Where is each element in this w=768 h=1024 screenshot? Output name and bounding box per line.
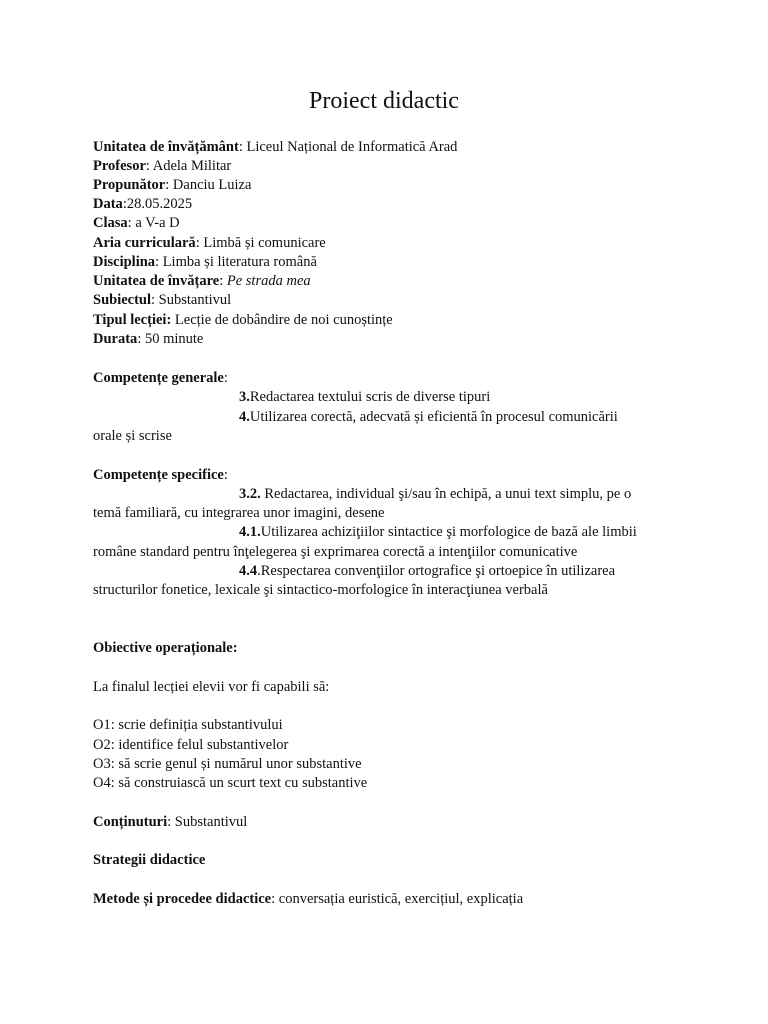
objective-item: O1: scrie definiția substantivului — [93, 717, 283, 733]
specific-competence-item: 3.2. Redactarea, individual şi/sau în echipă, a unui text simplu, pe o — [239, 486, 632, 502]
info-line-date: Data:28.05.2025 — [93, 196, 193, 212]
methods-line: Metode și procedee didactice: conversația euristică, exercițiul, explicația — [93, 891, 524, 907]
specific-competence-item: 4.4.Respectarea convenţiilor ortografice şi ortoepice în utilizarea — [239, 563, 616, 579]
general-competences-heading: Competențe generale: — [93, 370, 228, 386]
info-line-learning-unit: Unitatea de învățare: Pe strada mea — [93, 273, 311, 289]
objective-item: O4: să construiască un scurt text cu substantive — [93, 775, 368, 791]
specific-competence-item: 4.1.Utilizarea achiziţiilor sintactice şi morfologice de bază ale limbii — [239, 524, 637, 540]
info-label: Profesor — [93, 158, 146, 174]
info-value: 28.05.2025 — [126, 196, 193, 212]
info-label: Durata — [93, 331, 138, 347]
general-competence-item: 3.Redactarea textului scris de diverse tipuri — [239, 389, 491, 405]
info-label: Propunător — [93, 177, 166, 193]
info-value: Danciu Luiza — [172, 177, 252, 193]
info-line-discipline: Disciplina: Limba și literatura română — [93, 254, 317, 270]
info-label: Tipul lecției: — [93, 312, 172, 328]
info-line-curricular-area: Aria curriculară: Limbă și comunicare — [93, 235, 326, 251]
info-value: Lecție de dobândire de noi cunoștințe — [174, 312, 393, 328]
objective-item: O2: identifice felul substantivelor — [93, 737, 289, 753]
info-value: Pe strada mea — [226, 273, 311, 289]
info-value: Adela Militar — [152, 158, 232, 174]
info-label: Subiectul — [93, 292, 152, 308]
info-label: Aria curriculară — [93, 235, 196, 251]
specific-competences-heading: Competențe specifice: — [93, 467, 228, 483]
info-line-teacher: Profesor: Adela Militar — [93, 158, 232, 174]
info-value: Substantivul — [158, 292, 232, 308]
general-competence-continuation: orale și scrise — [93, 428, 172, 444]
general-competence-item: 4.Utilizarea corectă, adecvată și eficientă în procesul comunicării — [239, 409, 618, 425]
info-label: Clasa — [93, 215, 128, 231]
info-line-subject: Subiectul: Substantivul — [93, 292, 232, 308]
objectives-heading: Obiective operaționale: — [93, 640, 238, 656]
info-label: Unitatea de învățământ — [93, 139, 239, 155]
specific-competence-continuation: structurilor fonetice, lexicale şi sintactico-morfologice în interacţiunea verbală — [93, 582, 548, 598]
objective-item: O3: să scrie genul și numărul unor substantive — [93, 756, 362, 772]
page-title: Proiect didactic — [309, 88, 459, 114]
specific-competence-continuation: române standard pentru înţelegerea şi exprimarea corectă a intenţiilor comunicative — [93, 544, 578, 560]
info-value: Liceul Național de Informatică Arad — [246, 139, 458, 155]
info-label: Data — [93, 196, 123, 212]
info-value: Limbă și comunicare — [203, 235, 326, 251]
info-label: Unitatea de învățare — [93, 273, 220, 289]
info-line-duration: Durata: 50 minute — [93, 331, 204, 347]
strategies-heading: Strategii didactice — [93, 852, 206, 868]
info-line-proposer: Propunător: Danciu Luiza — [93, 177, 252, 193]
info-line-school: Unitatea de învățământ: Liceul Național de Informatică Arad — [93, 139, 458, 155]
objectives-intro: La finalul lecției elevii vor fi capabili să: — [93, 679, 330, 695]
info-value: Limba și literatura română — [162, 254, 317, 270]
specific-competence-continuation: temă familiară, cu integrarea unor imagini, desene — [93, 505, 385, 521]
info-line-class: Clasa: a V-a D — [93, 215, 180, 231]
info-value: 50 minute — [144, 331, 204, 347]
info-label: Disciplina — [93, 254, 156, 270]
contents-line: Conținuturi: Substantivul — [93, 814, 248, 830]
info-line-lesson-type — [93, 311, 393, 330]
info-value: a V-a D — [135, 215, 180, 231]
